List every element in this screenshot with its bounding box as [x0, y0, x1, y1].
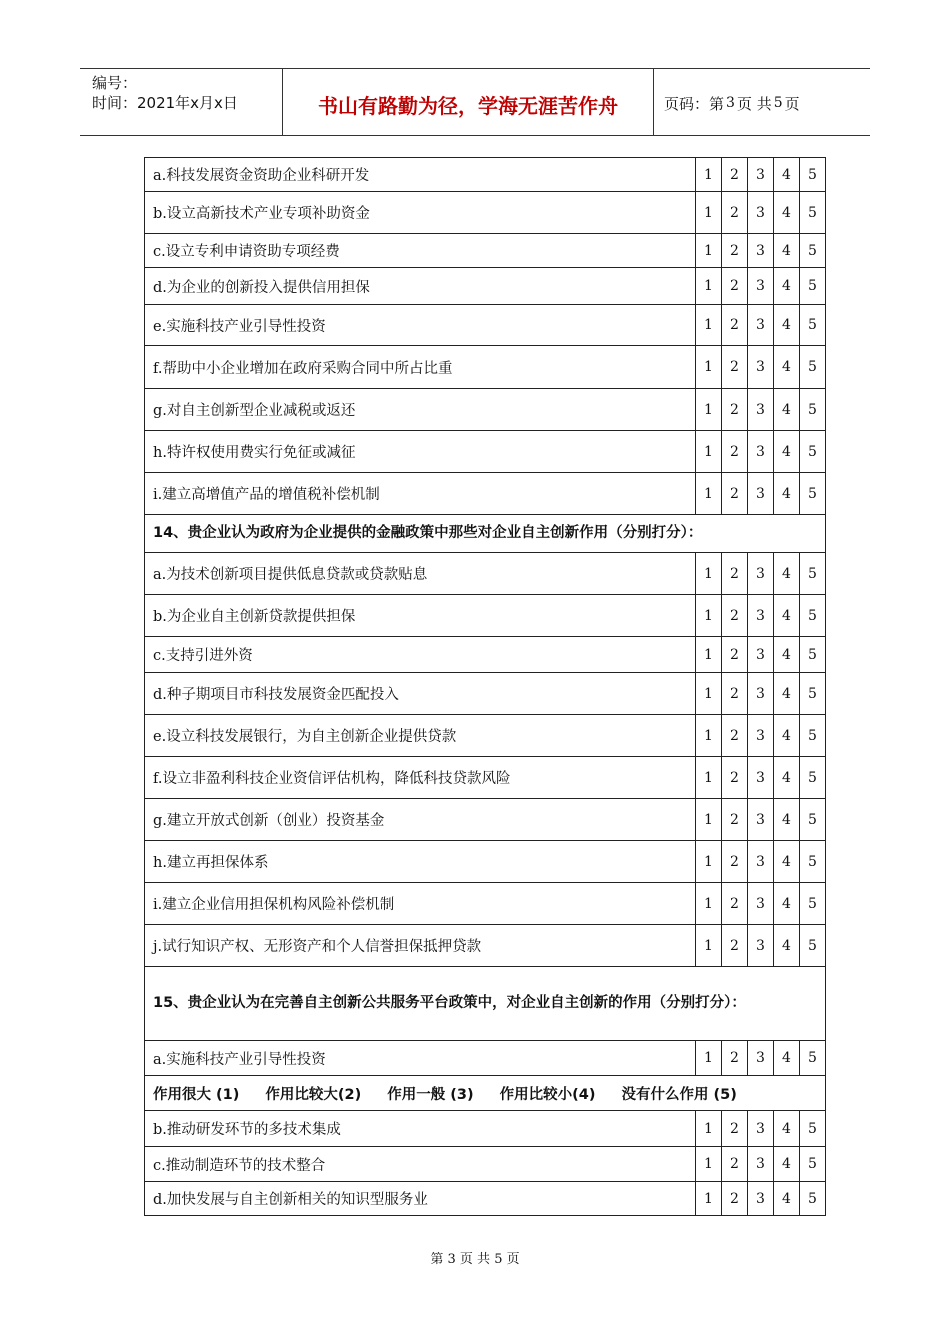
score-option[interactable]: 2: [722, 883, 748, 925]
table-row: [145, 715, 826, 757]
legend-item: 作用一般 (3): [387, 1086, 474, 1103]
score-option[interactable]: 5: [800, 305, 826, 346]
score-option[interactable]: 1: [696, 158, 722, 192]
item-text: c.支持引进外资: [145, 637, 696, 673]
score-option[interactable]: 3: [748, 1041, 774, 1076]
score-option[interactable]: 3: [748, 389, 774, 431]
table-row: [145, 268, 826, 305]
score-option[interactable]: 3: [748, 673, 774, 715]
score-option[interactable]: 3: [748, 431, 774, 473]
item-text: b.为企业自主创新贷款提供担保: [145, 595, 696, 637]
score-option[interactable]: 4: [774, 234, 800, 268]
item-text: a.实施科技产业引导性投资: [145, 1041, 696, 1076]
table-row: [145, 346, 826, 389]
page-header: [80, 68, 870, 136]
score-option[interactable]: 4: [774, 925, 800, 967]
page-mid: 页 共: [736, 94, 772, 113]
page-prefix: 页码：第: [664, 94, 725, 113]
score-option[interactable]: 4: [774, 1041, 800, 1076]
table-row: [145, 234, 826, 268]
score-option[interactable]: 3: [748, 595, 774, 637]
score-option[interactable]: 1: [696, 799, 722, 841]
score-option[interactable]: 4: [774, 1111, 800, 1147]
score-option[interactable]: 2: [722, 553, 748, 595]
score-option[interactable]: 3: [748, 192, 774, 234]
header-meta: [80, 69, 283, 135]
score-option[interactable]: 2: [722, 841, 748, 883]
table-row: [145, 637, 826, 673]
page-suffix: 页: [784, 94, 800, 113]
score-option[interactable]: 5: [800, 268, 826, 305]
item-text: j.试行知识产权、无形资产和个人信誉担保抵押贷款: [145, 925, 696, 967]
item-text: d.为企业的创新投入提供信用担保: [145, 268, 696, 305]
score-option[interactable]: 2: [722, 1182, 748, 1216]
table-row: [145, 192, 826, 234]
score-option[interactable]: 1: [696, 1041, 722, 1076]
score-option[interactable]: 3: [748, 637, 774, 673]
score-option[interactable]: 1: [696, 431, 722, 473]
table-row: [145, 841, 826, 883]
item-text: e.设立科技发展银行，为自主创新企业提供贷款: [145, 715, 696, 757]
page-footer: 第 3 页 共 5 页: [430, 1252, 520, 1267]
item-text: f.帮助中小企业增加在政府采购合同中所占比重: [145, 346, 696, 389]
score-option[interactable]: 4: [774, 757, 800, 799]
score-option[interactable]: 5: [800, 673, 826, 715]
motto: 书山有路勤为径，学海无涯苦作舟: [283, 69, 654, 135]
item-text: c.设立专利申请资助专项经费: [145, 234, 696, 268]
score-option[interactable]: 1: [696, 757, 722, 799]
time-label: 时间：2021年x月x日: [92, 94, 238, 112]
score-option[interactable]: 4: [774, 1182, 800, 1216]
item-text: d.种子期项目市科技发展资金匹配投入: [145, 673, 696, 715]
score-option[interactable]: 4: [774, 673, 800, 715]
item-text: a.科技发展资金资助企业科研开发: [145, 158, 696, 192]
score-option[interactable]: 3: [748, 883, 774, 925]
score-option[interactable]: 4: [774, 637, 800, 673]
table-row: [145, 431, 826, 473]
score-option[interactable]: 3: [748, 925, 774, 967]
score-option[interactable]: 4: [774, 799, 800, 841]
score-option[interactable]: 3: [748, 757, 774, 799]
legend-item: 没有什么作用 (5): [621, 1086, 737, 1103]
table-row: [145, 1111, 826, 1147]
page-current: 3: [726, 95, 735, 111]
score-option[interactable]: 2: [722, 1111, 748, 1147]
score-option[interactable]: 5: [800, 158, 826, 192]
score-option[interactable]: 1: [696, 1182, 722, 1216]
item-text: c.推动制造环节的技术整合: [145, 1147, 696, 1182]
table-row: [145, 757, 826, 799]
score-option[interactable]: 2: [722, 595, 748, 637]
score-option[interactable]: 4: [774, 346, 800, 389]
score-option[interactable]: 3: [748, 158, 774, 192]
legend-row: [145, 1076, 826, 1111]
score-option[interactable]: 1: [696, 553, 722, 595]
table-row: [145, 473, 826, 515]
score-option[interactable]: 2: [722, 1041, 748, 1076]
item-text: i.建立企业信用担保机构风险补偿机制: [145, 883, 696, 925]
score-option[interactable]: 5: [800, 799, 826, 841]
item-text: b.推动研发环节的多技术集成: [145, 1111, 696, 1147]
section-question: 14、贵企业认为政府为企业提供的金融政策中那些对企业自主创新作用（分别打分）：: [145, 515, 826, 553]
table-row: [145, 305, 826, 346]
score-option[interactable]: 2: [722, 673, 748, 715]
score-option[interactable]: 2: [722, 431, 748, 473]
score-option[interactable]: 2: [722, 925, 748, 967]
score-option[interactable]: 1: [696, 1111, 722, 1147]
score-option[interactable]: 2: [722, 473, 748, 515]
score-option[interactable]: 1: [696, 925, 722, 967]
score-option[interactable]: 1: [696, 268, 722, 305]
score-option[interactable]: 4: [774, 305, 800, 346]
score-option[interactable]: 5: [800, 389, 826, 431]
legend-item: 作用比较大(2): [265, 1086, 362, 1103]
score-option[interactable]: 3: [748, 1111, 774, 1147]
score-option[interactable]: 5: [800, 883, 826, 925]
section-question: 15、贵企业认为在完善自主创新公共服务平台政策中，对企业自主创新的作用（分别打分）：: [145, 967, 826, 1041]
score-option[interactable]: 3: [748, 346, 774, 389]
score-option[interactable]: 4: [774, 268, 800, 305]
score-option[interactable]: 5: [800, 841, 826, 883]
score-option[interactable]: 1: [696, 234, 722, 268]
score-option[interactable]: 1: [696, 715, 722, 757]
score-option[interactable]: 5: [800, 715, 826, 757]
item-text: a.为技术创新项目提供低息贷款或贷款贴息: [145, 553, 696, 595]
table-row: [145, 1041, 826, 1076]
score-option[interactable]: 1: [696, 473, 722, 515]
score-option[interactable]: 5: [800, 473, 826, 515]
item-text: e.实施科技产业引导性投资: [145, 305, 696, 346]
score-option[interactable]: 2: [722, 1147, 748, 1182]
number-label: 编号：: [92, 74, 138, 92]
item-text: h.建立再担保体系: [145, 841, 696, 883]
item-text: g.对自主创新型企业减税或返还: [145, 389, 696, 431]
score-option[interactable]: 4: [774, 192, 800, 234]
score-option[interactable]: 1: [696, 346, 722, 389]
score-option[interactable]: 5: [800, 553, 826, 595]
score-option[interactable]: 5: [800, 1182, 826, 1216]
score-option[interactable]: 5: [800, 1147, 826, 1182]
table-row: [145, 553, 826, 595]
section-row: [145, 515, 826, 553]
score-option[interactable]: 5: [800, 234, 826, 268]
score-option[interactable]: 1: [696, 595, 722, 637]
score-option[interactable]: 3: [748, 268, 774, 305]
score-option[interactable]: 2: [722, 389, 748, 431]
score-option[interactable]: 5: [800, 757, 826, 799]
score-option[interactable]: 4: [774, 883, 800, 925]
score-option[interactable]: 1: [696, 305, 722, 346]
score-option[interactable]: 3: [748, 799, 774, 841]
score-option[interactable]: 5: [800, 1041, 826, 1076]
score-option[interactable]: 5: [800, 1111, 826, 1147]
score-option[interactable]: 3: [748, 1182, 774, 1216]
score-option[interactable]: 2: [722, 192, 748, 234]
score-option[interactable]: 2: [722, 158, 748, 192]
score-option[interactable]: 2: [722, 715, 748, 757]
score-option[interactable]: 3: [748, 553, 774, 595]
score-option[interactable]: 1: [696, 1147, 722, 1182]
score-option[interactable]: 1: [696, 637, 722, 673]
score-option[interactable]: 3: [748, 1147, 774, 1182]
score-option[interactable]: 4: [774, 1147, 800, 1182]
score-option[interactable]: 2: [722, 346, 748, 389]
score-option[interactable]: 4: [774, 389, 800, 431]
table-row: [145, 595, 826, 637]
score-option[interactable]: 4: [774, 841, 800, 883]
score-option[interactable]: 4: [774, 553, 800, 595]
score-option[interactable]: 2: [722, 637, 748, 673]
score-option[interactable]: 1: [696, 673, 722, 715]
table-row: [145, 389, 826, 431]
score-option[interactable]: 3: [748, 473, 774, 515]
table-row: [145, 1182, 826, 1216]
score-option[interactable]: 5: [800, 192, 826, 234]
score-option[interactable]: 1: [696, 389, 722, 431]
item-text: d.加快发展与自主创新相关的知识型服务业: [145, 1182, 696, 1216]
table-row: [145, 1147, 826, 1182]
page-number: [654, 69, 870, 135]
item-text: i.建立高增值产品的增值税补偿机制: [145, 473, 696, 515]
legend-item: 作用比较小(4): [499, 1086, 596, 1103]
table-row: [145, 158, 826, 192]
table-row: [145, 925, 826, 967]
page-total: 5: [773, 95, 783, 111]
score-option[interactable]: 3: [748, 305, 774, 346]
section-row: [145, 967, 826, 1041]
table-row: [145, 883, 826, 925]
score-option[interactable]: 3: [748, 234, 774, 268]
score-option[interactable]: 3: [748, 715, 774, 757]
item-text: g.建立开放式创新（创业）投资基金: [145, 799, 696, 841]
score-option[interactable]: 2: [722, 268, 748, 305]
score-option[interactable]: 4: [774, 431, 800, 473]
score-option[interactable]: 5: [800, 346, 826, 389]
score-option[interactable]: 1: [696, 192, 722, 234]
item-text: h.特许权使用费实行免征或减征: [145, 431, 696, 473]
score-option[interactable]: 2: [722, 305, 748, 346]
table-row: [145, 799, 826, 841]
score-option[interactable]: 5: [800, 637, 826, 673]
table-row: [145, 673, 826, 715]
score-option[interactable]: 4: [774, 595, 800, 637]
score-option[interactable]: 2: [722, 799, 748, 841]
score-option[interactable]: 3: [748, 841, 774, 883]
score-option[interactable]: 4: [774, 158, 800, 192]
score-option[interactable]: 1: [696, 841, 722, 883]
score-option[interactable]: 5: [800, 925, 826, 967]
score-option[interactable]: 1: [696, 883, 722, 925]
score-option[interactable]: 4: [774, 715, 800, 757]
legend-item: 作用很大 (1): [153, 1086, 240, 1103]
score-option[interactable]: 5: [800, 431, 826, 473]
score-option[interactable]: 4: [774, 473, 800, 515]
survey-table: [144, 157, 826, 1216]
score-option[interactable]: 5: [800, 595, 826, 637]
score-option[interactable]: 2: [722, 234, 748, 268]
item-text: b.设立高新技术产业专项补助资金: [145, 192, 696, 234]
score-legend: [145, 1076, 826, 1111]
score-option[interactable]: 2: [722, 757, 748, 799]
item-text: f.设立非盈利科技企业资信评估机构，降低科技贷款风险: [145, 757, 696, 799]
